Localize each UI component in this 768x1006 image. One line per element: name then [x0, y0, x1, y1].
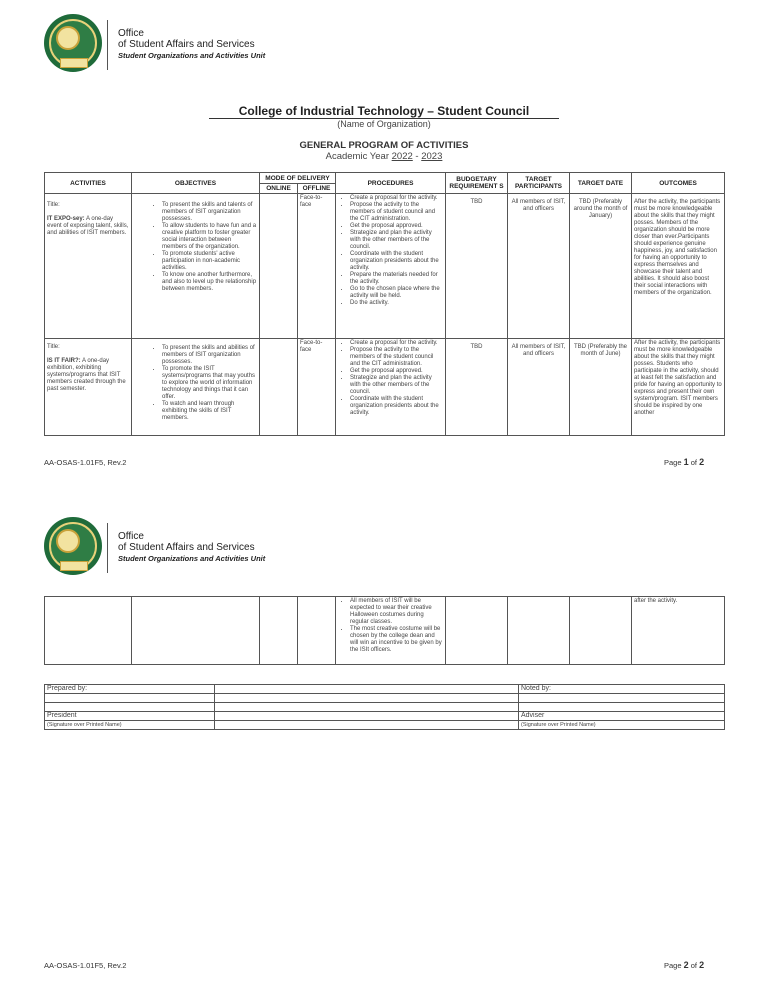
list-item: • All members of ISIT will be expected to wear their creative Halloween costumes during regular classes.: [350, 598, 443, 626]
list-item: • The most creative costume will be chosen by the college dean and will win an incentive to be given by the ISIt officers.: [350, 626, 443, 654]
program-title: GENERAL PROGRAM OF ACTIVITIES: [299, 140, 469, 151]
activities-table: [44, 172, 725, 436]
procedures-cell: [336, 194, 446, 339]
office-line2: of Student Affairs and Services: [118, 542, 255, 553]
sig-blank: [215, 694, 519, 703]
activity-cell: [45, 194, 132, 339]
online-cell: [260, 597, 298, 665]
header-procedures: PROCEDURES: [336, 173, 446, 194]
header-budget: BUDGETARY REQUIREMENT S: [446, 173, 508, 194]
list-item: • To promote students' active participation in non-academic activities.: [162, 251, 257, 272]
objectives-cell: [132, 339, 260, 436]
activity-desc: A one-day event of exposing talent, skills, and abilities of ISIT members.: [47, 216, 129, 236]
header-divider: [107, 20, 108, 70]
target-date-cell: TBD (Preferably around the month of January): [570, 194, 632, 339]
ay-end: 2023: [421, 151, 443, 162]
office-line2: of Student Affairs and Services: [118, 39, 255, 50]
list-item: • Get the proposal approved.: [350, 223, 443, 230]
ay-prefix: Academic Year: [325, 151, 392, 162]
target-date-cell: [570, 597, 632, 665]
unit-name: Student Organizations and Activities Unit: [118, 554, 266, 563]
offline-cell: [298, 597, 336, 665]
academic-year: [0, 151, 768, 162]
header-activities: ACTIVITIES: [45, 173, 132, 194]
total-pages: 2: [699, 960, 705, 970]
list-item: • To watch and learn through exhibiting the skills of ISIT members.: [162, 401, 257, 422]
list-item: • Do the activity.: [350, 300, 443, 307]
sig-blank: [45, 703, 215, 712]
activity-cell: [45, 339, 132, 436]
outcomes-cell: After the activity, the participants must be more knowledgeable about the skills that they might posses. Students who participate in the activity, should at least felt the satisfaction and pride for having an opportunity to express and present their own system/program. ISIT members should be inspired by one another: [632, 339, 725, 436]
list-item: • Create a proposal for the activity.: [350, 340, 443, 347]
unit-name: Student Organizations and Activities Unit: [118, 51, 266, 60]
budget-cell: TBD: [446, 194, 508, 339]
outcomes-cell: after the activity.: [632, 597, 725, 665]
header-participants: TARGET PARTICIPANTS: [508, 173, 570, 194]
list-item: • To know one another furthermore, and also to level up the relationship between members.: [162, 272, 257, 293]
activities-table-continued: [44, 596, 725, 665]
page-number: [664, 457, 704, 467]
procedures-cell: [336, 339, 446, 436]
list-item: • Prepare the materials needed for the activity.: [350, 272, 443, 286]
objectives-cell: [132, 194, 260, 339]
list-item: • Strategize and plan the activity with the other members of the council.: [350, 375, 443, 396]
sig-blank: [519, 694, 725, 703]
list-item: • Propose the activity to the members of the student council and the CIT administration.: [350, 347, 443, 368]
header-target-date: TARGET DATE: [570, 173, 632, 194]
prepared-by-label: Prepared by:: [45, 685, 215, 694]
adviser-label: Adviser: [519, 712, 725, 721]
procedures-list: [338, 598, 443, 654]
procedures-list: [338, 195, 443, 307]
page-number: [664, 960, 704, 970]
outcomes-cell: After the activity, the participants must be more knowledgeable about the skills that they might posses. Members of the organization should be more closer than ever.Participants should experience genuine happiness, joy, and satisfaction for having an opportunity to express themselves and showcase their talent and abilities. It should also boost their social interactions with members of the organization.: [632, 194, 725, 339]
list-item: • To allow students to have fun and a creative platform to foster greater social interaction between members of the organization.: [162, 223, 257, 251]
header-online: ONLINE: [260, 184, 298, 194]
noted-by-label: Noted by:: [519, 685, 725, 694]
total-pages: 2: [699, 457, 705, 467]
activity-desc: A one-day exhibition, exhibiting systems/programs that ISIT members created through the past semester.: [47, 358, 126, 392]
current-page: 2: [683, 960, 689, 970]
header-divider: [107, 523, 108, 573]
of-word: of: [688, 458, 700, 467]
offline-cell: Face-to-face: [298, 339, 336, 436]
budget-cell: TBD: [446, 339, 508, 436]
sig-blank: [519, 703, 725, 712]
table-row: [45, 597, 725, 665]
current-page: 1: [683, 457, 689, 467]
office-text: [118, 531, 265, 564]
activity-cell: [45, 597, 132, 665]
participants-cell: All members of ISIT, and officers: [508, 194, 570, 339]
sig-blank: [45, 694, 215, 703]
list-item: • Strategize and plan the activity with the other members of the council.: [350, 230, 443, 251]
signature-table: [44, 684, 725, 730]
list-item: • Create a proposal for the activity.: [350, 195, 443, 202]
sig-blank: [215, 721, 519, 730]
page-word: Page: [664, 961, 684, 970]
list-item: • Coordinate with the student organization presidents about the activity.: [350, 396, 443, 417]
list-item: • Get the proposal approved.: [350, 368, 443, 375]
list-item: • To present the skills and talents of members of ISIT organization possesses.: [162, 202, 257, 223]
participants-cell: [508, 597, 570, 665]
table-row: [45, 194, 725, 339]
list-item: • Propose the activity to the members of student council and the CIT administration.: [350, 202, 443, 223]
office-line1: Office: [118, 28, 144, 39]
sig-blank: [215, 703, 519, 712]
objectives-list: [150, 345, 257, 422]
online-cell: [260, 194, 298, 339]
sig-blank: [215, 685, 519, 694]
list-item: • To present the skills and abilities of members of ISIT organization possesses.: [162, 345, 257, 366]
offline-cell: Face-to-face: [298, 194, 336, 339]
table-row: [45, 339, 725, 436]
procedures-list: [338, 340, 443, 417]
target-date-cell: TBD (Preferably the month of June): [570, 339, 632, 436]
objectives-cell: [132, 597, 260, 665]
page-1: [0, 0, 768, 500]
online-cell: [260, 339, 298, 436]
sig-blank: [215, 712, 519, 721]
procedures-cell: [336, 597, 446, 665]
university-seal-logo: [44, 14, 102, 72]
list-item: • Coordinate with the student organization presidents about the activity.: [350, 251, 443, 272]
page-2: [0, 500, 768, 1006]
office-text: [118, 28, 265, 61]
budget-cell: [446, 597, 508, 665]
president-label: President: [45, 712, 215, 721]
page-word: Page: [664, 458, 684, 467]
university-seal-logo: [44, 517, 102, 575]
office-line1: Office: [118, 531, 144, 542]
list-item: • To promote the ISIT systems/programs that may youths to explore the world of information technology and things that it can offer.: [162, 366, 257, 401]
ay-sep: -: [412, 151, 422, 162]
header-outcomes: OUTCOMES: [632, 173, 725, 194]
header-objectives: OBJECTIVES: [132, 173, 260, 194]
org-hint: (Name of Organization): [337, 119, 431, 129]
activity-title-label: Title:: [47, 202, 60, 208]
form-code: AA-OSAS-1.01F5, Rev.2: [44, 961, 127, 970]
header-offline: OFFLINE: [298, 184, 336, 194]
header-mode: MODE OF DELIVERY: [260, 173, 336, 184]
of-word: of: [688, 961, 700, 970]
signature-note-left: (Signature over Printed Name): [45, 721, 215, 730]
form-code: AA-OSAS-1.01F5, Rev.2: [44, 458, 127, 467]
council-title: College of Industrial Technology – Student Council: [238, 104, 530, 118]
ay-start: 2022: [391, 151, 413, 162]
signature-note-right: (Signature over Printed Name): [519, 721, 725, 730]
objectives-list: [150, 202, 257, 293]
activity-title-label: Title:: [47, 344, 60, 350]
list-item: • Go to the chosen place where the activity will be held.: [350, 286, 443, 300]
activity-name: IT EXPO-sey:: [47, 216, 85, 222]
activity-name: IS IT FAIR?:: [47, 358, 81, 364]
participants-cell: All members of ISIT, and officers: [508, 339, 570, 436]
